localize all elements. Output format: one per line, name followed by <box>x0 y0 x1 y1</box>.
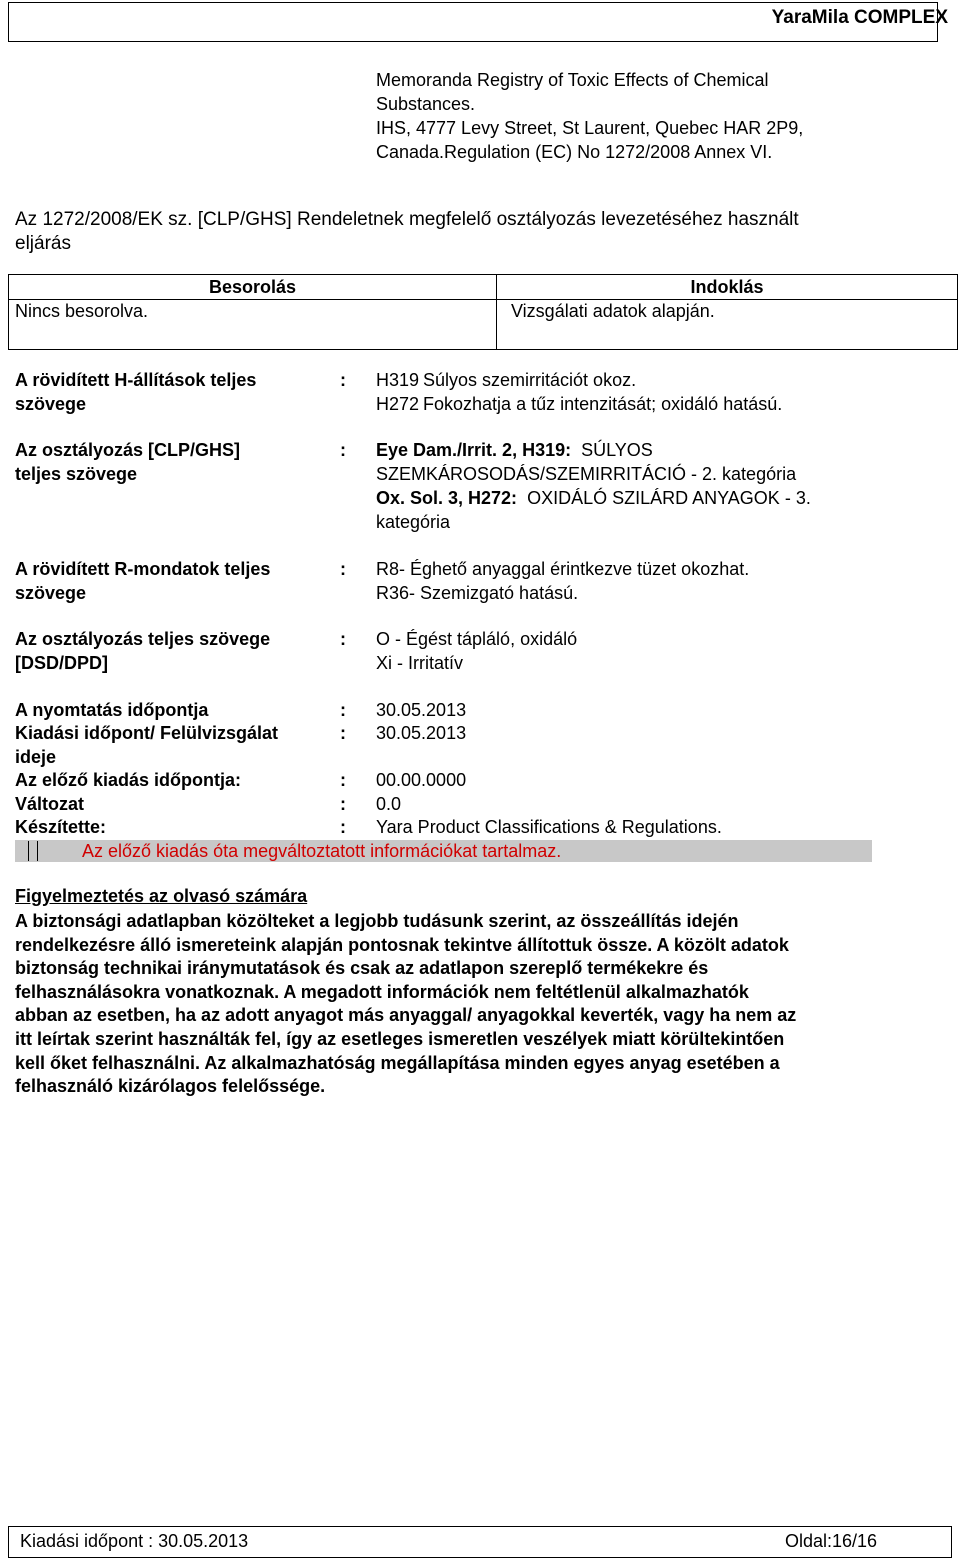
h-code: H319 <box>376 370 420 390</box>
title-line: Az 1272/2008/EK sz. [CLP/GHS] Rendeletnek megfelelő osztályozás levezetéséhez használt <box>15 209 799 230</box>
r-phrase: R8- Éghető anyaggal érintkezve tüzet okozhat. <box>376 559 750 579</box>
notice-line: kell őket felhasználni. Az alkalmazhatóság megállapítása minden egyes anyag esetében a <box>15 1052 780 1073</box>
justification-value: Vizsgálati adatok alapján. <box>497 300 958 350</box>
h-statements-value <box>376 368 936 416</box>
clp-text: OXIDÁLÓ SZILÁRD ANYAGOK - 3. <box>527 488 811 508</box>
colon: : <box>340 629 346 649</box>
reader-notice-text <box>15 910 915 1099</box>
colon: : <box>340 817 346 837</box>
previous-issue-value: 00.00.0000 <box>376 770 467 790</box>
version-value: 0.0 <box>376 794 402 814</box>
dsd-text: O - Égést tápláló, oxidáló <box>376 629 578 649</box>
title-line: eljárás <box>15 233 71 254</box>
issue-date-label <box>15 721 325 769</box>
colon: : <box>340 723 346 743</box>
notice-line: A biztonsági adatlapban közölteket a legjobb tudásunk szerint, az összeállítás idején <box>15 911 739 931</box>
colon: : <box>340 440 346 460</box>
notice-line: felhasználásokra vonatkoznak. A megadott információk nem feltétlenül alkalmazhatók <box>15 981 749 1002</box>
notice-line: biztonság technikai iránymutatások és csak az adatlapon szereplő termékekre és <box>15 958 709 979</box>
dsd-classification-label <box>15 627 315 675</box>
dsd-text: Xi - Irritatív <box>376 653 464 673</box>
previous-issue-row <box>15 768 945 792</box>
issue-date-value: 30.05.2013 <box>376 723 467 743</box>
footer-issue-date: Kiadási időpont : 30.05.2013 <box>20 1531 249 1551</box>
notice-line: rendelkezésre álló ismereteink alapján pontosnak tekintve állítottuk össze. A közölt adatok <box>15 934 789 955</box>
change-marker-icon <box>28 841 38 861</box>
changed-notice: Az előző kiadás óta megváltoztatott információkat tartalmaz. <box>82 841 562 861</box>
notice-line: felhasználó kizárólagos felelőssége. <box>15 1076 326 1097</box>
h-text: Súlyos szemirritációt okoz. <box>423 370 637 390</box>
clp-classification-row <box>15 438 945 534</box>
prepared-by-row <box>15 815 945 839</box>
colon: : <box>340 700 346 720</box>
classification-procedure-title <box>15 208 915 256</box>
print-date-row <box>15 698 945 722</box>
label-line: [DSD/DPD] <box>15 653 108 673</box>
r-phrase: R36- Szemizgató hatású. <box>376 583 579 603</box>
reference-line: IHS, 4777 Levy Street, St Laurent, Quebec HAR 2P9, <box>376 118 804 138</box>
issue-date-row <box>15 721 945 769</box>
reference-line: Canada.Regulation (EC) No 1272/2008 Annex VI. <box>376 142 773 162</box>
reference-line: Memoranda Registry of Toxic Effects of Chemical <box>376 70 769 90</box>
clp-code: Eye Dam./Irrit. 2, H319: <box>376 440 572 460</box>
clp-text: SZEMKÁROSODÁS/SZEMIRRITÁCIÓ - 2. kategória <box>376 464 797 484</box>
label-line: szövege <box>15 583 87 603</box>
prepared-by-value: Yara Product Classifications & Regulations. <box>376 817 722 837</box>
label-line: szövege <box>15 394 87 414</box>
label-line: teljes szövege <box>15 464 138 484</box>
label-line: A rövidített R-mondatok teljes <box>15 559 271 579</box>
clp-classification-label <box>15 438 315 486</box>
h-statements-label <box>15 368 315 416</box>
footer-page-number: Oldal:16/16 <box>785 1531 878 1551</box>
dsd-classification-row <box>15 627 945 675</box>
colon: : <box>340 770 346 790</box>
r-phrases-label <box>15 557 315 605</box>
colon: : <box>340 559 346 579</box>
clp-text: SÚLYOS <box>581 440 653 460</box>
label-line: Kiadási időpont/ Felülvizsgálat <box>15 723 279 743</box>
label-line: A rövidített H-állítások teljes <box>15 370 257 390</box>
label-line: Az osztályozás [CLP/GHS] <box>15 440 241 460</box>
version-row <box>15 792 945 816</box>
prepared-by-label: Készítette: <box>15 817 107 837</box>
r-phrases-row <box>15 557 945 605</box>
classification-table <box>8 274 958 350</box>
clp-code: Ox. Sol. 3, H272: <box>376 488 518 508</box>
clp-classification-value <box>376 438 936 534</box>
print-date-value: 30.05.2013 <box>376 700 467 720</box>
print-date-label: A nyomtatás időpontja <box>15 700 209 720</box>
h-statements-row <box>15 368 945 416</box>
colon: : <box>340 794 346 814</box>
label-line: ideje <box>15 747 57 767</box>
notice-line: itt leírtak szerint használták fel, így az esetleges ismeretlen veszélyek miatt körültekintően <box>15 1028 785 1049</box>
reader-notice-title: Figyelmeztetés az olvasó számára <box>15 886 308 906</box>
colon: : <box>340 370 346 390</box>
classification-value: Nincs besorolva. <box>9 300 497 350</box>
col-header-classification: Besorolás <box>9 275 497 300</box>
references <box>376 68 936 164</box>
h-code: H272 <box>376 394 420 414</box>
dsd-classification-value <box>376 627 936 675</box>
reference-line: Substances. <box>376 94 476 114</box>
previous-issue-label: Az előző kiadás időpontja: <box>15 770 242 790</box>
col-header-justification: Indoklás <box>497 275 958 300</box>
product-name: YaraMila COMPLEX <box>771 7 948 28</box>
notice-line: abban az esetben, ha az adott anyagot más anyaggal/ anyagokkal keverték, vagy ha nem az <box>15 1005 797 1026</box>
clp-text: kategória <box>376 512 451 532</box>
h-text: Fokozhatja a tűz intenzitását; oxidáló hatású. <box>423 394 783 414</box>
version-label: Változat <box>15 794 85 814</box>
label-line: Az osztályozás teljes szövege <box>15 629 271 649</box>
r-phrases-value <box>376 557 936 605</box>
